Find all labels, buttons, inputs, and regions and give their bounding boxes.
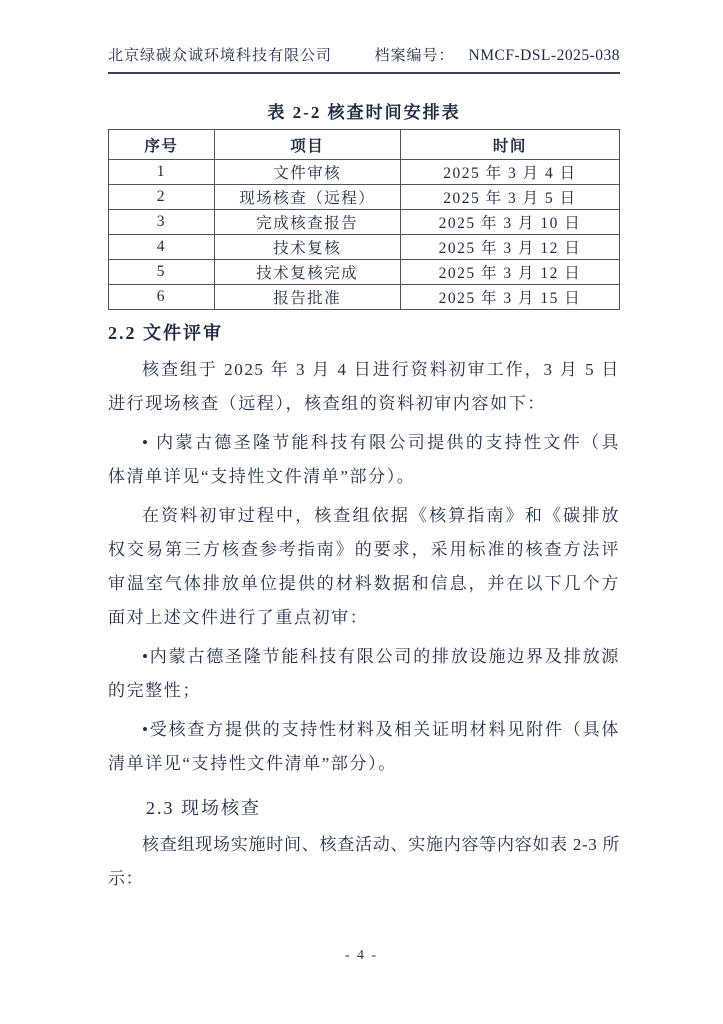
table-row — [109, 160, 620, 185]
cell-time: 2025 年 3 月 15 日 — [400, 285, 619, 310]
document-header — [108, 44, 620, 74]
cell-item: 现场核查（远程） — [214, 185, 400, 210]
cell-time: 2025 年 3 月 12 日 — [400, 260, 619, 285]
table-caption: 表 2-2 核查时间安排表 — [267, 103, 461, 122]
cell-item: 技术复核 — [214, 235, 400, 260]
table-row — [109, 185, 620, 210]
table-row — [109, 210, 620, 235]
company-name: 北京绿碳众诚环境科技有限公司 — [108, 48, 333, 64]
cell-no: 5 — [109, 260, 215, 285]
table-row — [109, 235, 620, 260]
paragraph: 在资料初审过程中，核查组依据《核算指南》和《碳排放权交易第三方核查参考指南》的要求，采用标准的核查方法评审温室气体排放单位提供的材料数据和信息，并在以下几个方面对上述文件进行了重点初审： — [108, 506, 620, 627]
cell-item: 完成核查报告 — [214, 210, 400, 235]
section-heading-2-3: 2.3 现场核查 — [146, 798, 261, 818]
cell-time: 2025 年 3 月 10 日 — [400, 210, 619, 235]
bullet-paragraph: • 内蒙古德圣隆节能科技有限公司提供的支持性文件（具体清单详见“支持性文件清单”部分）。 — [108, 433, 620, 486]
column-header-time: 时间 — [400, 130, 619, 160]
paragraph: 核查组于 2025 年 3 月 4 日进行资料初审工作，3 月 5 日进行现场核查（远程），核查组的资料初审内容如下： — [108, 360, 620, 413]
cell-time: 2025 年 3 月 12 日 — [400, 235, 619, 260]
cell-no: 3 — [109, 210, 215, 235]
cell-item: 文件审核 — [214, 160, 400, 185]
schedule-table — [108, 129, 620, 310]
paragraph: 核查组现场实施时间、核查活动、实施内容等内容如表 2-3 所示： — [108, 835, 620, 888]
cell-item: 报告批准 — [214, 285, 400, 310]
page-number: - 4 - — [344, 948, 379, 963]
table-header-row — [109, 130, 620, 160]
cell-no: 4 — [109, 235, 215, 260]
archive-id — [375, 44, 620, 65]
cell-no: 2 — [109, 185, 215, 210]
cell-no: 1 — [109, 160, 215, 185]
cell-item: 技术复核完成 — [214, 260, 400, 285]
cell-time: 2025 年 3 月 4 日 — [400, 160, 619, 185]
bullet-paragraph: •受核查方提供的支持性材料及相关证明材料见附件（具体清单详见“支持性文件清单”部分）。 — [108, 720, 620, 773]
bullet-paragraph: •内蒙古德圣隆节能科技有限公司的排放设施边界及排放源的完整性； — [108, 647, 620, 700]
table-row — [109, 260, 620, 285]
cell-time: 2025 年 3 月 5 日 — [400, 185, 619, 210]
schedule-table-body — [109, 160, 620, 310]
cell-no: 6 — [109, 285, 215, 310]
section-heading-2-2: 2.2 文件评审 — [108, 323, 223, 343]
archive-label: 档案编号： — [374, 48, 455, 64]
archive-number: NMCF-DSL-2025-038 — [468, 47, 620, 64]
column-header-item: 项目 — [214, 130, 400, 160]
table-row — [109, 285, 620, 310]
column-header-no: 序号 — [109, 130, 215, 160]
